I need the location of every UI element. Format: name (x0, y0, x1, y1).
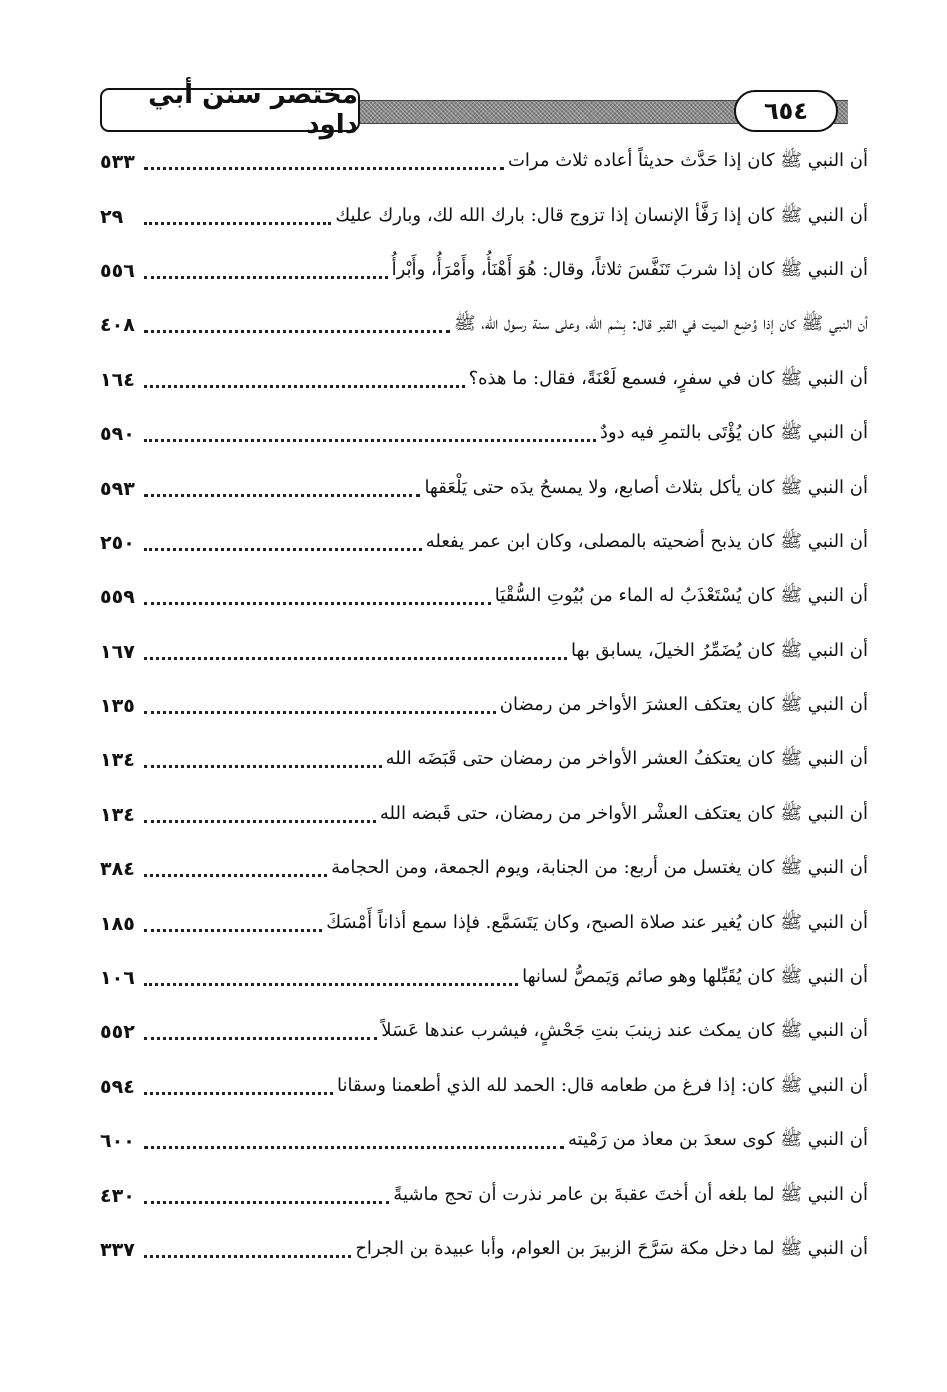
index-entry (100, 679, 868, 733)
index-entry (100, 788, 868, 842)
dot-leader (144, 1036, 377, 1040)
dot-leader (144, 873, 327, 877)
entry-page-number: ١٦٤ (100, 368, 135, 391)
index-entry (100, 1060, 868, 1114)
dot-leader (144, 329, 450, 333)
entry-page-number: ٤٠٨ (100, 314, 135, 337)
entry-page-number: ١٠٦ (100, 967, 135, 990)
entry-page-number: ٥٩٣ (100, 477, 135, 500)
index-entry (100, 461, 868, 515)
dot-leader (144, 764, 382, 768)
index-entry (100, 1005, 868, 1059)
entry-text: أن النبي ﷺ كان يُسْتَعْذَبُ له الماء من بُيُوتِ السُّقْيَا (494, 585, 868, 607)
entry-text: أن النبي ﷺ لما بلغه أن أختَ عقبةَ بن عامر نذرت أن تحج ماشيةً (393, 1183, 868, 1205)
entry-page-number: ٥٥٢ (100, 1021, 135, 1044)
index-entry (100, 298, 868, 352)
index-entry (100, 516, 868, 570)
index-entry (100, 244, 868, 298)
entry-text: أن النبي ﷺ كان يغتسل من أربع: من الجنابة، ويوم الجمعة، ومن الحجامة (331, 857, 868, 879)
entry-page-number: ١٣٤ (100, 803, 135, 826)
dot-leader (144, 656, 567, 660)
entry-page-number: ١٣٥ (100, 695, 135, 718)
dot-leader (144, 1254, 351, 1258)
entry-text: أن النبي ﷺ كان في سفرٍ، فسمع لَعْنَةً، فقال: ما هذه؟ (468, 367, 868, 389)
page-header (100, 80, 868, 140)
index-entry (100, 896, 868, 950)
dot-leader (144, 1145, 564, 1149)
index-entry (100, 733, 868, 787)
entry-page-number: ١٣٤ (100, 749, 135, 772)
entry-page-number: ٣٣٧ (100, 1239, 135, 1261)
index-entry (100, 189, 868, 243)
entry-page-number: ٥٩٠ (100, 423, 135, 446)
entry-text: أن النبي ﷺ كان يُؤْتَى بالتمرِ فيه دودٌ (599, 422, 868, 444)
page-number: ٦٥٤ (734, 90, 838, 132)
entry-page-number: ٥٣٣ (100, 151, 135, 174)
entry-text: أن النبي ﷺ كان يُغير عند صلاة الصبح، وكان يَتَسَمَّع. فإذا سمع أذاناً أَمْسَكَ (326, 911, 868, 933)
entry-text: أن النبي ﷺ كان يُضَمِّرُ الخيلَ، يسابق بها (571, 639, 868, 661)
entry-page-number: ٥٩٤ (100, 1075, 135, 1098)
dot-leader (144, 384, 465, 388)
entry-text: أن النبي ﷺ كان يذبح أضحيته بالمصلى، وكان ابن عمر يفعله (425, 530, 868, 552)
book-title: مختصر سنن أبي داود (100, 88, 360, 132)
entry-page-number: ٢٩ (100, 205, 124, 228)
index-entry (100, 353, 868, 407)
index-entry (100, 842, 868, 896)
dot-leader (144, 1091, 333, 1095)
entry-page-number: ٦٠٠ (100, 1130, 135, 1153)
entry-text: أن النبي ﷺ كوى سعدَ بن معاذ من رَمْيته (568, 1129, 868, 1151)
dot-leader (144, 982, 518, 986)
entry-page-number: ١٨٥ (100, 912, 135, 935)
entry-text: أن النبي ﷺ كان يعتكف العشرَ الأواخر من رمضان (499, 694, 868, 716)
entry-page-number: ٥٥٩ (100, 586, 135, 609)
entry-text: أن النبي ﷺ كان يُقَبِّلها وهو صائم وَيَمصُّ لسانها (522, 966, 868, 988)
index-list (100, 135, 868, 1277)
dot-leader (144, 166, 504, 170)
entry-text: أن النبي ﷺ كان إذا شربَ تَنَفَّسَ ثلاثاً، وقال: هُوَ أَهْنَأُ، وأَمْرَأُ، وأَبْرأُ (391, 258, 868, 280)
dot-leader (144, 275, 388, 279)
entry-text: أن النبي ﷺ كان يعتكفُ العشر الأواخر من رمضان حتى قَبَضَه الله (385, 748, 868, 770)
index-entry (100, 1114, 868, 1168)
entry-page-number: ٣٨٤ (100, 858, 135, 881)
entry-page-number: ١٦٧ (100, 640, 135, 663)
entry-text: أن النبي ﷺ كان يعتكف العشْر الأواخر من رمضان، حتى قَبضه الله (379, 802, 868, 824)
index-entry (100, 1168, 868, 1222)
entry-text: أن النبي ﷺ كان إذا وُضِع الميت في القبر قال: بِسْم الله، وعلى سنة رسول الله، ﷺ (453, 313, 868, 335)
entry-page-number: ٥٥٦ (100, 259, 135, 282)
entry-text: أن النبي ﷺ كان: إذا فرغ من طعامه قال: الحمد لله الذي أطعمنا وسقانا (337, 1074, 868, 1096)
entry-text: أن النبي ﷺ لما دخل مكة سَرَّحَ الزبيرَ بن العوام، وأبا عبيدة بن الجراح (355, 1238, 868, 1259)
index-entry (100, 951, 868, 1005)
index-entry (100, 625, 868, 679)
dot-leader (144, 1200, 389, 1204)
index-entry (100, 1223, 868, 1277)
dot-leader (144, 928, 322, 932)
entry-text: أن النبي ﷺ كان إذا حَدَّث حديثاً أعاده ثلاث مرات (507, 150, 868, 172)
dot-leader (144, 438, 596, 442)
entry-text: أن النبي ﷺ كان يأكل بثلاث أصابع، ولا يمسحُ يدَه حتى يَلْعَقها (424, 476, 868, 498)
dot-leader (144, 493, 420, 497)
dot-leader (144, 601, 491, 605)
dot-leader (144, 221, 331, 225)
entry-text: أن النبي ﷺ كان يمكث عند زينبَ بنتِ جَحْشٍ، فيشرب عندها عَسَلاً (381, 1020, 868, 1042)
dot-leader (144, 547, 422, 551)
index-entry (100, 570, 868, 624)
entry-page-number: ٢٥٠ (100, 531, 135, 554)
index-entry (100, 407, 868, 461)
index-entry (100, 135, 868, 189)
dot-leader (144, 710, 496, 714)
entry-text: أن النبي ﷺ كان إذا رَفَّأ الإنسان إذا تزوج قال: بارك الله لك، وبارك عليك (335, 204, 868, 226)
dot-leader (144, 819, 376, 823)
entry-page-number: ٤٣٠ (100, 1184, 135, 1207)
